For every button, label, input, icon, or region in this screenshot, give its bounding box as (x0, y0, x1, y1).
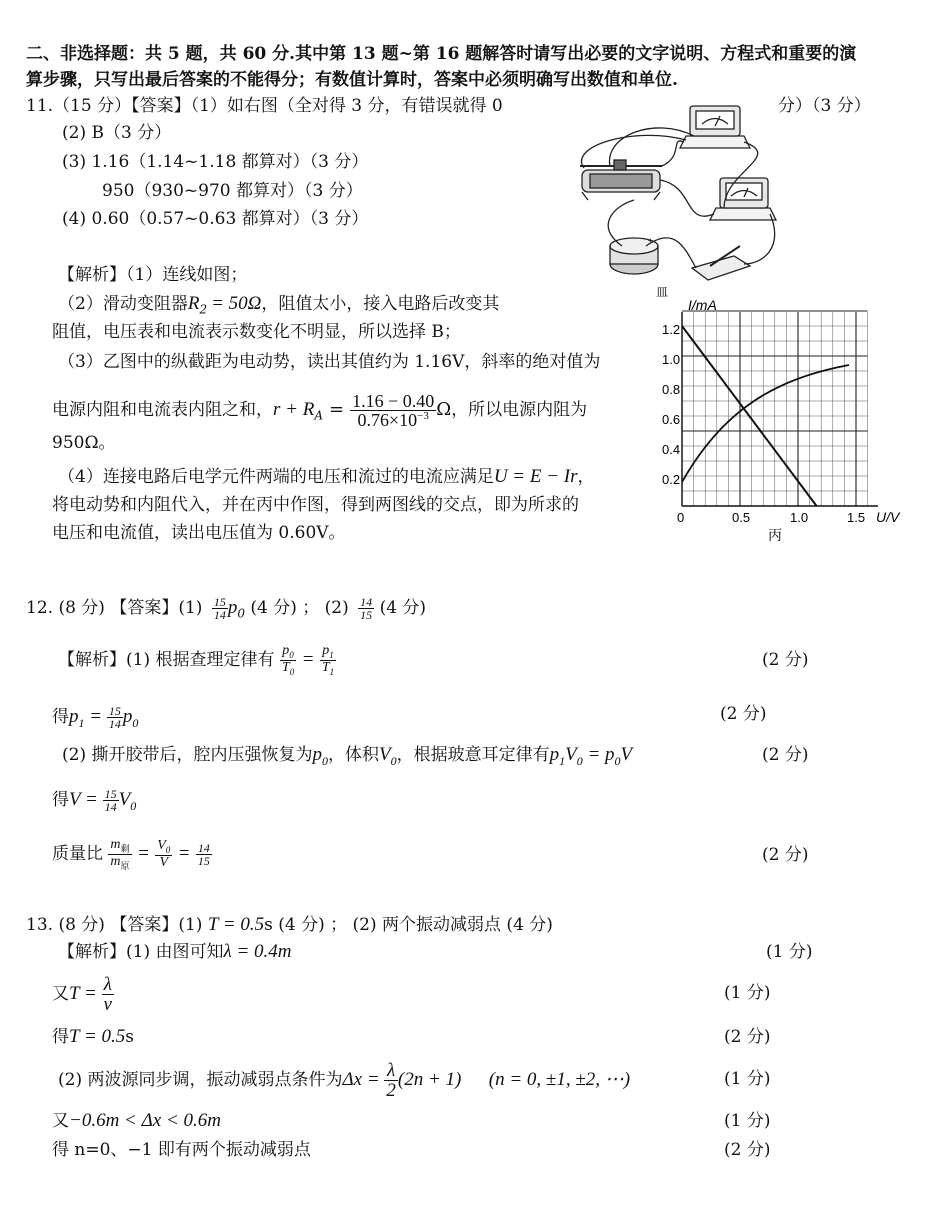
q11-analysis-3b-text: 电源内阻和电流表内阻之和， (52, 400, 273, 420)
y-tick-0.8: 0.8 (662, 382, 681, 397)
q12-p1-over-t1 (320, 644, 336, 677)
q11-fraction-num: 1.16 − 0.40 (352, 391, 435, 411)
q12-f3-num: 15 (108, 704, 121, 718)
element-iu-curve (682, 365, 849, 482)
q11-analysis-3b (52, 388, 587, 437)
q12-frac-15-14-c (103, 788, 119, 813)
q13-analysis-5 (52, 1110, 221, 1132)
q12-v-den: V (159, 854, 168, 870)
q12-v-eq: V = (69, 789, 103, 810)
iu-graph (650, 282, 912, 544)
q11-answer-4: (4) 0.60（0.57~0.63 都算对）（3 分） (62, 209, 369, 229)
x-tick-0.5: 0.5 (732, 510, 751, 525)
q12-analysis-1 (58, 640, 336, 680)
q11-equals: = (329, 399, 345, 420)
q13-analysis-3-text: 得 (52, 1027, 69, 1047)
q12-head-a: 12. (8 分) 【答案】(1) (26, 598, 203, 618)
q13-answer-head (26, 914, 553, 936)
q11-analysis-3a: （3）乙图中的纵截距为电动势，读出其值约为 1.16V，斜率的绝对值为 (58, 352, 601, 372)
q13-analysis-2-text: 又 (52, 984, 69, 1004)
q13-analysis-4-points: (1 分) (724, 1069, 771, 1089)
svg-text:+: + (648, 236, 654, 246)
q13-lambda: λ (102, 975, 114, 995)
q13-2n-plus-1: (2n + 1) (397, 1069, 462, 1090)
graph-caption: 丙 (768, 527, 782, 543)
q11-ohm-law-eq: U = E − Ir (493, 466, 578, 487)
q13-analysis-1-points: (1 分) (766, 942, 813, 962)
q12-frac-14-15 (358, 596, 374, 621)
section-header-line1: 二、非选择题：共 5 题，共 60 分.其中第 13 题~第 16 题解答时请写出必要的文字说明、方程式和重要的演 (26, 44, 857, 64)
q11-r2-symbol: R (187, 293, 200, 314)
q12-analysis-2-text: 得 (52, 707, 69, 727)
q13-lambda-over-2 (384, 1061, 398, 1100)
q12-f4-num: 15 (104, 787, 117, 801)
q11-analysis-1: 【解析】（1）连线如图； (58, 265, 248, 285)
q11-fraction-den (350, 411, 436, 429)
q11-r2-value: = 50Ω (211, 293, 262, 314)
q12-analysis-2 (52, 697, 138, 743)
q12-v0: $V_0$ (378, 744, 397, 768)
q12-p0-c: $p_0$ (312, 744, 328, 768)
q12-analysis-5-text: 质量比 (52, 844, 103, 864)
q11-answer-head: 11.（15 分）【答案】（1）如右图（全对得 3 分，有错误就得 0 (26, 96, 503, 116)
q13-period-unit: s (125, 1027, 135, 1047)
y-tick-0.4: 0.4 (662, 442, 681, 457)
q12-frac-15-14-b (107, 705, 123, 730)
graph-corner-mark: 皿 (656, 285, 669, 299)
circuit-diagram (574, 96, 784, 286)
q13-lambda-b: λ (384, 1061, 398, 1081)
q12-head-c: (4 分) (379, 598, 427, 618)
q12-v0-over-v (155, 839, 172, 870)
q13-analysis-3 (52, 1026, 134, 1048)
q11-ohm-unit: Ω (436, 399, 452, 420)
q12-analysis-2-points: (2 分) (720, 704, 767, 724)
q12-answer-head (26, 588, 426, 633)
q12-eq1: = (301, 649, 315, 670)
q12-analysis-3-text: (2) 撕开胶带后，腔内压强恢复为 (62, 745, 313, 765)
q12-analysis-3b: ，体积 (327, 745, 379, 765)
q11-analysis-3c: ，所以电源内阻为 (451, 400, 588, 420)
q13-analysis-5-points: (1 分) (724, 1111, 771, 1131)
q12-boyle-eq: $p_1V_0 = p_0V$ (549, 744, 633, 768)
q11-analysis-2 (58, 293, 499, 320)
graph-y-label: I/mA (688, 297, 717, 313)
x-tick-1.5: 1.5 (847, 510, 866, 525)
q13-analysis-6-points: (2 分) (724, 1140, 771, 1160)
q11-resistance-fraction (350, 392, 436, 429)
q12-eq2: = (136, 843, 150, 864)
q12-t0-den: $T_0$ (281, 660, 295, 677)
q11-r-plus-ra: r + R (273, 399, 315, 420)
q12-f5-den: 15 (197, 854, 210, 868)
q12-p0-sub: 0 (237, 606, 245, 621)
q11-analysis-3d: 950Ω。 (52, 433, 116, 453)
q12-f1-den: 14 (213, 608, 226, 622)
q12-analysis-5-points: (2 分) (762, 845, 809, 865)
q11-answer-3b: 950（930~970 都算对）（3 分） (102, 181, 363, 201)
q13-head-rest: s (4 分) ； (2) 两个振动减弱点 (4 分) (264, 915, 553, 935)
q13-range: −0.6m < Δx < 0.6m (69, 1110, 221, 1131)
q13-analysis-4 (58, 1058, 630, 1102)
section-header-line2: 算步骤，只写出最后答案的不能得分；有数值计算时，答案中必须明确写出数值和单位. (26, 70, 678, 90)
q12-p0-num: $p_0$ (280, 644, 296, 661)
q11-analysis-4a-comma: ， (577, 467, 595, 487)
q11-fraction-den-base: 0.76×10 (357, 410, 418, 430)
q12-p1-num: $p_1$ (320, 644, 336, 661)
q11-answer-2: (2) B（3 分） (62, 123, 172, 143)
y-tick-0.2: 0.2 (662, 472, 681, 487)
q13-v: v (103, 994, 112, 1015)
q12-p0: p (227, 597, 238, 618)
q12-m-orig: $m_原$ (110, 854, 130, 871)
q12-v0-num: $V_0$ (157, 838, 171, 855)
q13-period-result: T = 0.5 (69, 1026, 126, 1047)
q11-r2-sub: 2 (199, 302, 208, 317)
q12-mass-ratio (108, 838, 131, 871)
q11-ra-sub: A (314, 408, 323, 423)
q11-analysis-2c: 阻值，电压表和电流表示数变化不明显，所以选择 B； (52, 322, 461, 342)
q13-analysis-2 (52, 972, 114, 1016)
q13-analysis-5-text: 又 (52, 1111, 69, 1131)
q13-period-eq: T = (69, 983, 102, 1004)
q11-analysis-4a-text: （4）连接电路后电学元件两端的电压和流过的电流应满足 (58, 467, 494, 487)
q11-analysis-4b: 将电动势和内阻代入，并在丙中作图，得到两图线的交点，即为所求的 (52, 495, 579, 515)
q12-analysis-3-points: (2 分) (762, 745, 809, 765)
x-tick-0: 0 (677, 510, 685, 525)
q12-analysis-3 (62, 744, 632, 772)
q12-analysis-1-text: 【解析】(1) 根据查理定律有 (58, 650, 275, 670)
q13-delta-x: Δx = (342, 1069, 385, 1090)
q12-analysis-5 (52, 834, 212, 874)
q13-analysis-2-points: (1 分) (724, 983, 771, 1003)
graph-x-label: U/V (876, 509, 900, 525)
q12-t1-den: $T_1$ (321, 660, 335, 677)
q12-p0-over-t0 (280, 644, 296, 677)
q12-f2-num: 14 (360, 595, 373, 609)
y-tick-1.0: 1.0 (662, 352, 681, 367)
q13-analysis-4-text: (2) 两波源同步调，振动减弱点条件为 (58, 1070, 343, 1090)
q12-f3-den: 14 (108, 717, 121, 731)
q12-m-rem: $m_剩$ (110, 837, 130, 854)
q12-p1-eq: $p_1$ = (69, 706, 107, 730)
q13-head-text: 13. (8 分) 【答案】(1) (26, 915, 203, 935)
y-tick-0.6: 0.6 (662, 412, 681, 427)
q11-answer-3a: (3) 1.16（1.14~1.18 都算对）（3 分） (62, 152, 369, 172)
q12-eq3: = (177, 843, 191, 864)
q12-analysis-1-points: (2 分) (762, 650, 809, 670)
q12-f4-den: 14 (104, 800, 117, 814)
q13-two: 2 (386, 1080, 396, 1101)
q12-frac-15-14 (212, 596, 228, 621)
q13-analysis-3-points: (2 分) (724, 1027, 771, 1047)
y-tick-1.2: 1.2 (662, 322, 681, 337)
q11-analysis-4a (58, 466, 595, 488)
x-tick-1.0: 1.0 (790, 510, 809, 525)
q11-analysis-4c: 电压和电流值，读出电压值为 0.60V。 (52, 523, 346, 543)
q12-analysis-4 (52, 780, 136, 826)
q12-frac-14-15-b (196, 842, 212, 867)
q13-wavelength: λ = 0.4m (223, 941, 292, 962)
q13-n-condition: (n = 0, ±1, ±2, ⋯) (488, 1069, 631, 1090)
q12-f2-den: 15 (360, 608, 373, 622)
q12-f1-num: 15 (213, 595, 226, 609)
q12-p0-b: $p_0$ (122, 706, 139, 730)
q12-f5-num: 14 (197, 841, 210, 855)
q12-analysis-3c: ，根据玻意耳定律有 (396, 745, 550, 765)
q12-head-b: (4 分) ； (2) (250, 598, 349, 618)
q12-v0-b: $V_0$ (118, 789, 137, 813)
q12-analysis-4-text: 得 (52, 790, 69, 810)
q11-answer-head-end: 分）（3 分） (778, 96, 871, 116)
q13-analysis-1 (58, 941, 292, 963)
q11-analysis-2b: ，阻值太小，接入电路后改变其 (261, 294, 500, 314)
q13-lambda-over-v (102, 975, 114, 1014)
q11-fraction-den-exp: −3 (417, 410, 429, 422)
q13-analysis-1-text: 【解析】(1) 由图可知 (58, 942, 224, 962)
q13-head-eq: T = 0.5 (207, 914, 265, 935)
q13-analysis-6: 得 n=0、−1 即有两个振动减弱点 (52, 1140, 311, 1160)
q11-analysis-2a: （2）滑动变阻器 (58, 294, 188, 314)
